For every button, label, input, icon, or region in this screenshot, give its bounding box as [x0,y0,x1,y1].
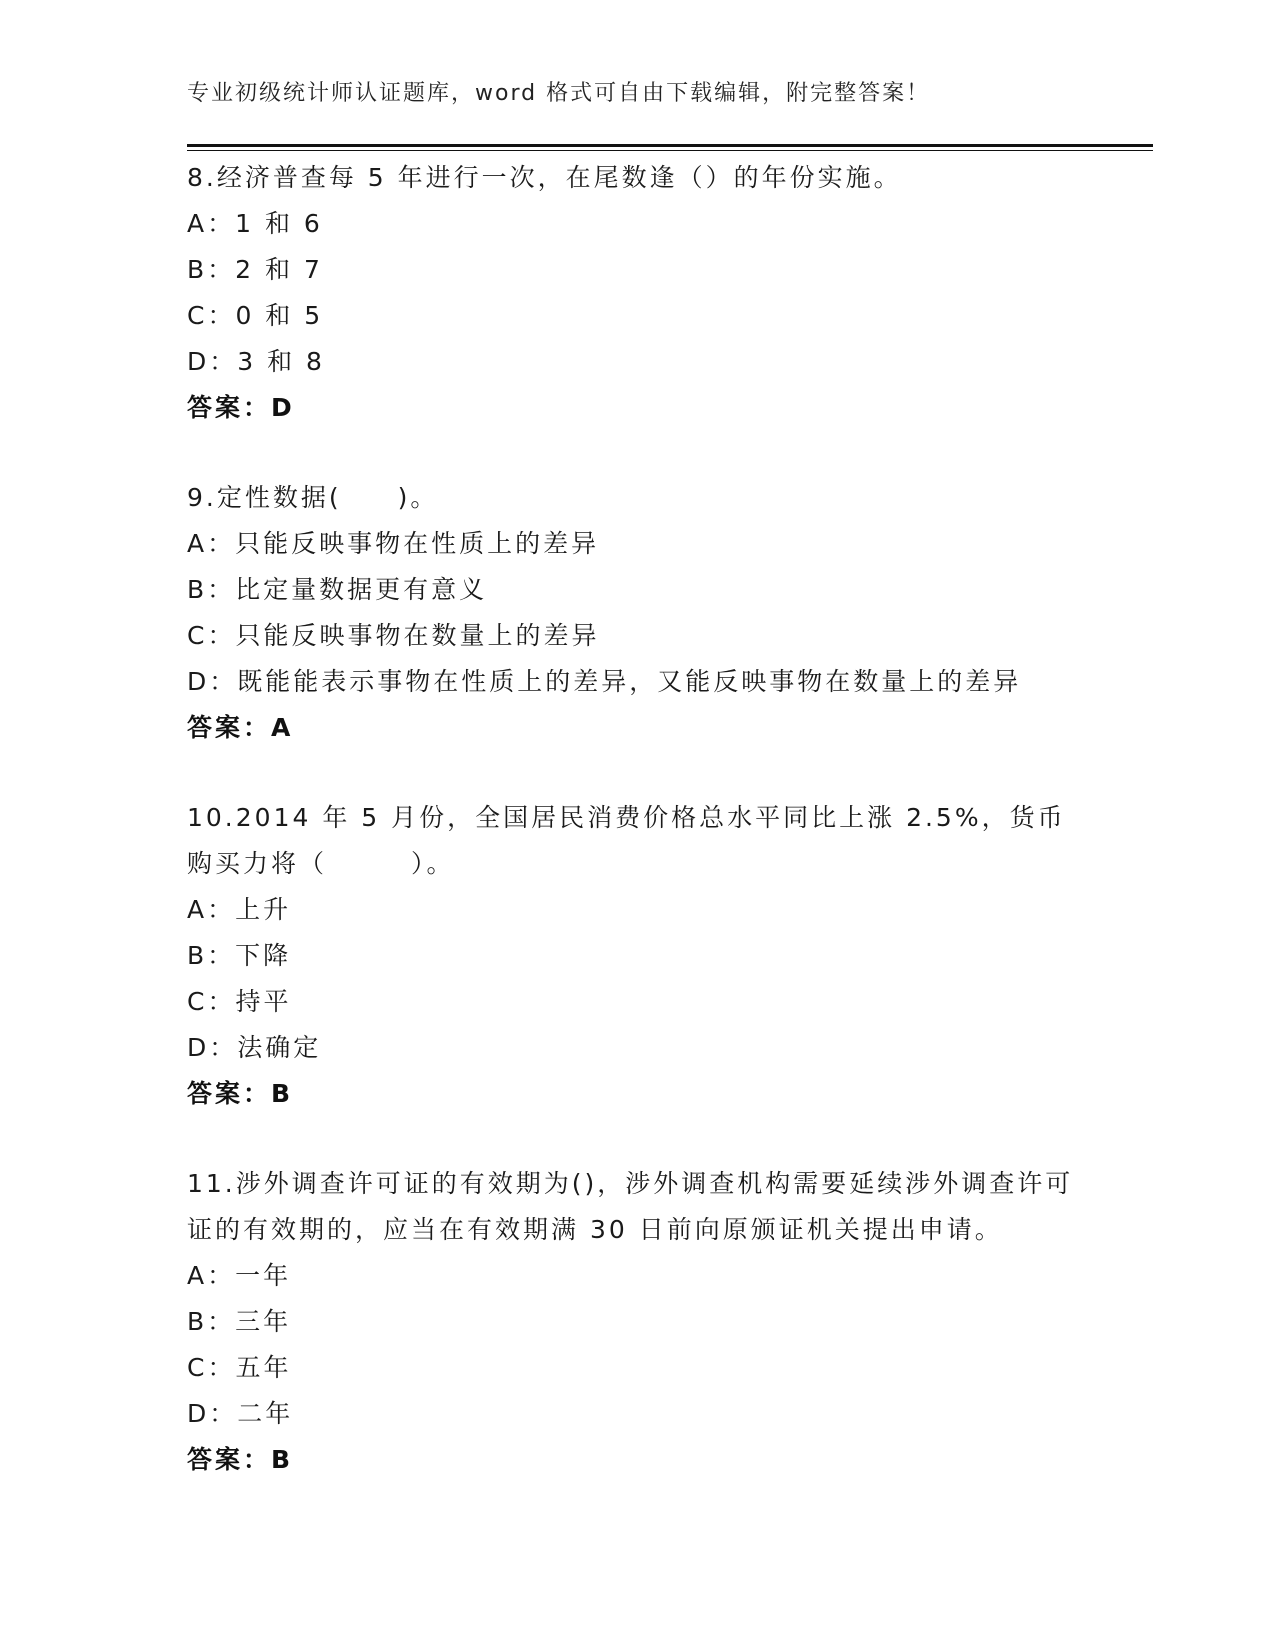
question-stem: 9.定性数据( )。 [187,483,439,512]
option-a: A：1 和 6 [187,209,323,238]
option-a: A：一年 [187,1261,292,1290]
answer-line: 答案：B [187,1445,294,1474]
option-d: D：二年 [187,1399,294,1428]
question-11 [187,1161,1087,1483]
question-stem: 11.涉外调查许可证的有效期为()，涉外调查机构需要延续涉外调查许可证的有效期的，应当在有效期满 30 日前向原颁证机关提出申请。 [187,1169,1074,1244]
header-divider [187,144,1153,147]
option-b: B：下降 [187,941,292,970]
question-10 [187,795,1087,1117]
option-b: B：三年 [187,1307,292,1336]
question-8 [187,155,1087,431]
option-b: B：比定量数据更有意义 [187,575,488,604]
option-d: D：既能能表示事物在性质上的差异，又能反映事物在数量上的差异 [187,667,1022,696]
option-c: C：五年 [187,1353,292,1382]
option-a: A：上升 [187,895,292,924]
question-stem: 8.经济普查每 5 年进行一次，在尾数逢（）的年份实施。 [187,163,902,192]
option-d: D：法确定 [187,1033,322,1062]
answer-line: 答案：D [187,393,295,422]
option-c: C：持平 [187,987,292,1016]
question-list [187,155,1087,1527]
option-a: A：只能反映事物在性质上的差异 [187,529,600,558]
answer-line: 答案：A [187,713,294,742]
option-c: C：0 和 5 [187,301,324,330]
question-9 [187,475,1087,751]
page-header: 专业初级统计师认证题库，word 格式可自由下载编辑，附完整答案！ [187,81,931,106]
header-divider-thin [187,150,1153,151]
option-c: C：只能反映事物在数量上的差异 [187,621,600,650]
option-d: D：3 和 8 [187,347,325,376]
question-stem: 10.2014 年 5 月份，全国居民消费价格总水平同比上涨 2.5%，货币购买力将（ ）。 [187,803,1066,878]
answer-line: 答案：B [187,1079,294,1108]
option-b: B：2 和 7 [187,255,323,284]
